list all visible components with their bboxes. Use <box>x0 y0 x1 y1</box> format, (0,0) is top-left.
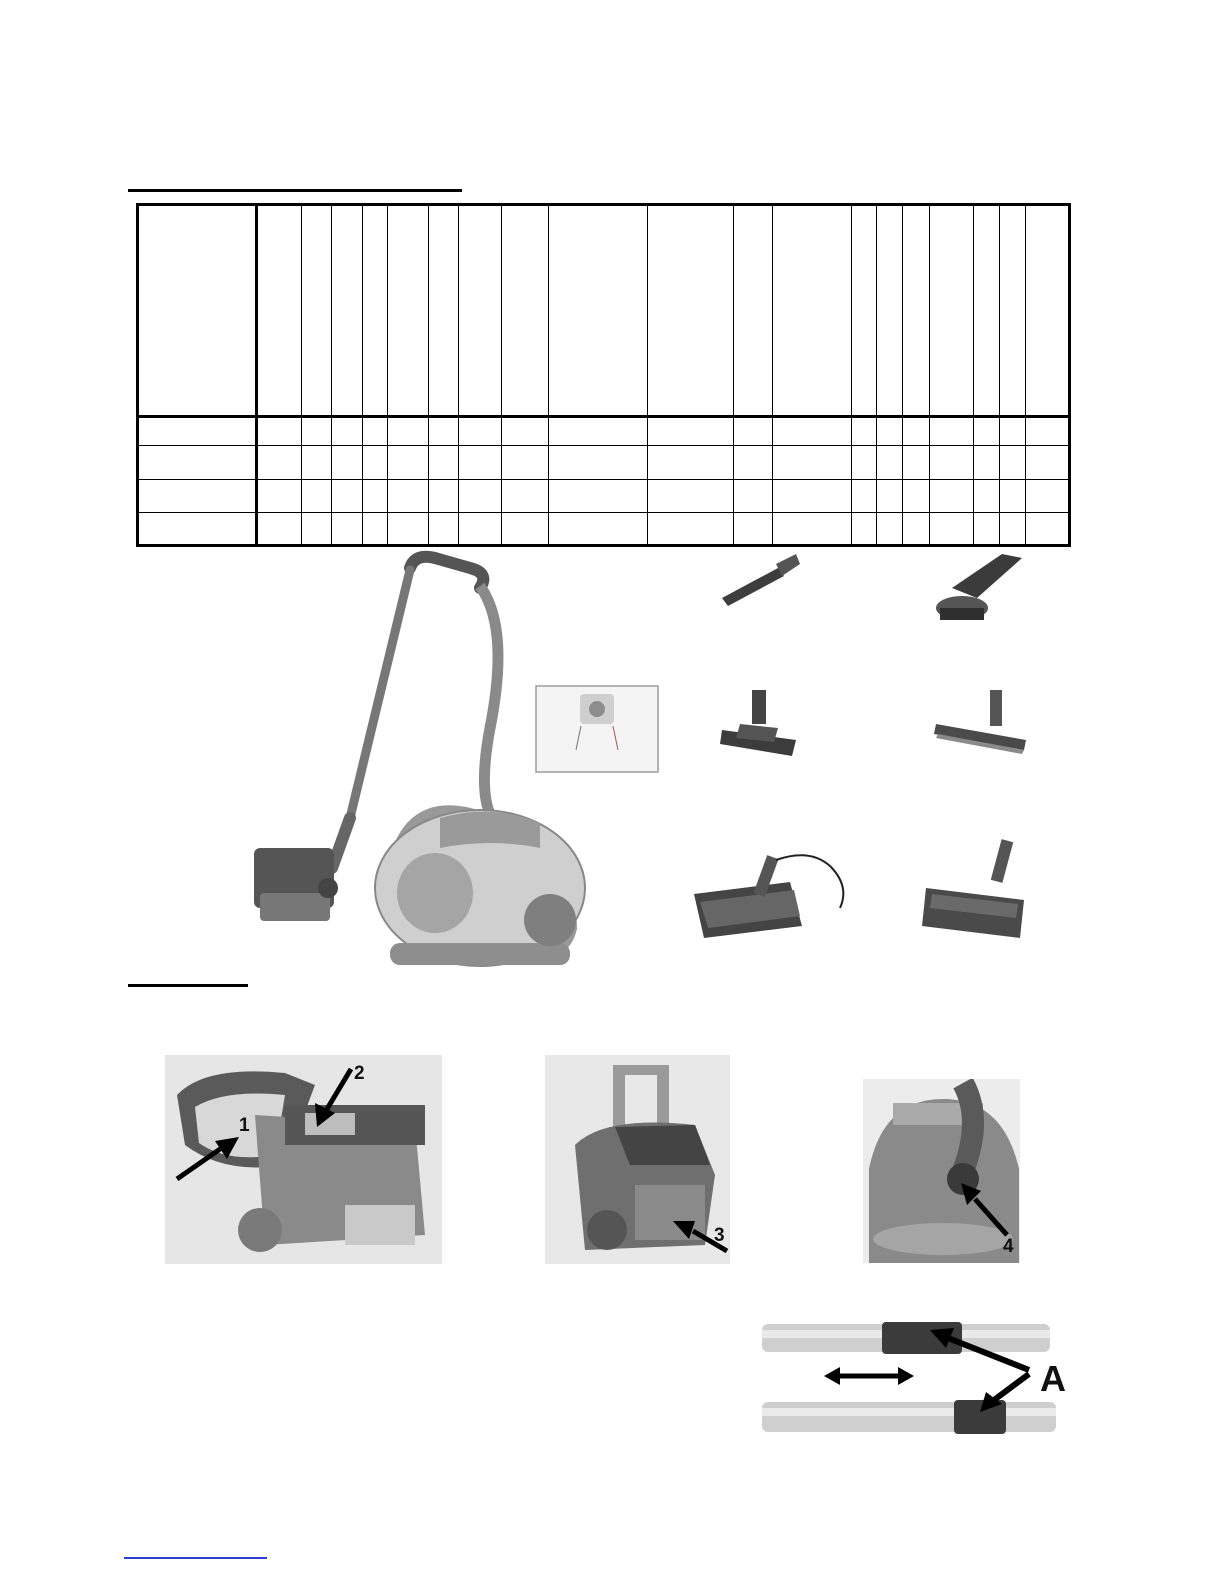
table-row <box>138 446 1070 480</box>
turbo-brush-image <box>920 836 1038 948</box>
rear-grille-photo <box>545 1055 730 1264</box>
table-header-row <box>138 205 1070 417</box>
dust-bag-image <box>534 684 660 774</box>
footer-link-underline[interactable] <box>124 1557 267 1559</box>
upholstery-nozzle-image <box>718 686 802 762</box>
hose-inlet-photo <box>863 1079 1020 1263</box>
electric-turbo-brush-image <box>690 846 856 950</box>
table-row <box>138 513 1070 546</box>
subsection-title-underline <box>128 984 248 987</box>
model-comparison-table <box>136 203 1071 547</box>
table-row <box>138 417 1070 446</box>
marker-a-label: A <box>1040 1358 1066 1399</box>
marker-1-label: 1 <box>239 1115 250 1136</box>
marker-2-label: 2 <box>354 1063 365 1084</box>
filter-compartment-photo <box>165 1055 442 1264</box>
telescopic-tube-photo <box>754 1318 1072 1440</box>
marker-3-label: 3 <box>714 1225 725 1246</box>
section-title-underline <box>128 189 462 192</box>
dusting-brush-image <box>932 548 1032 626</box>
parquet-brush-image <box>930 686 1034 766</box>
crevice-nozzle-image <box>718 550 802 610</box>
table-row <box>138 480 1070 513</box>
marker-4-label: 4 <box>1003 1236 1014 1257</box>
